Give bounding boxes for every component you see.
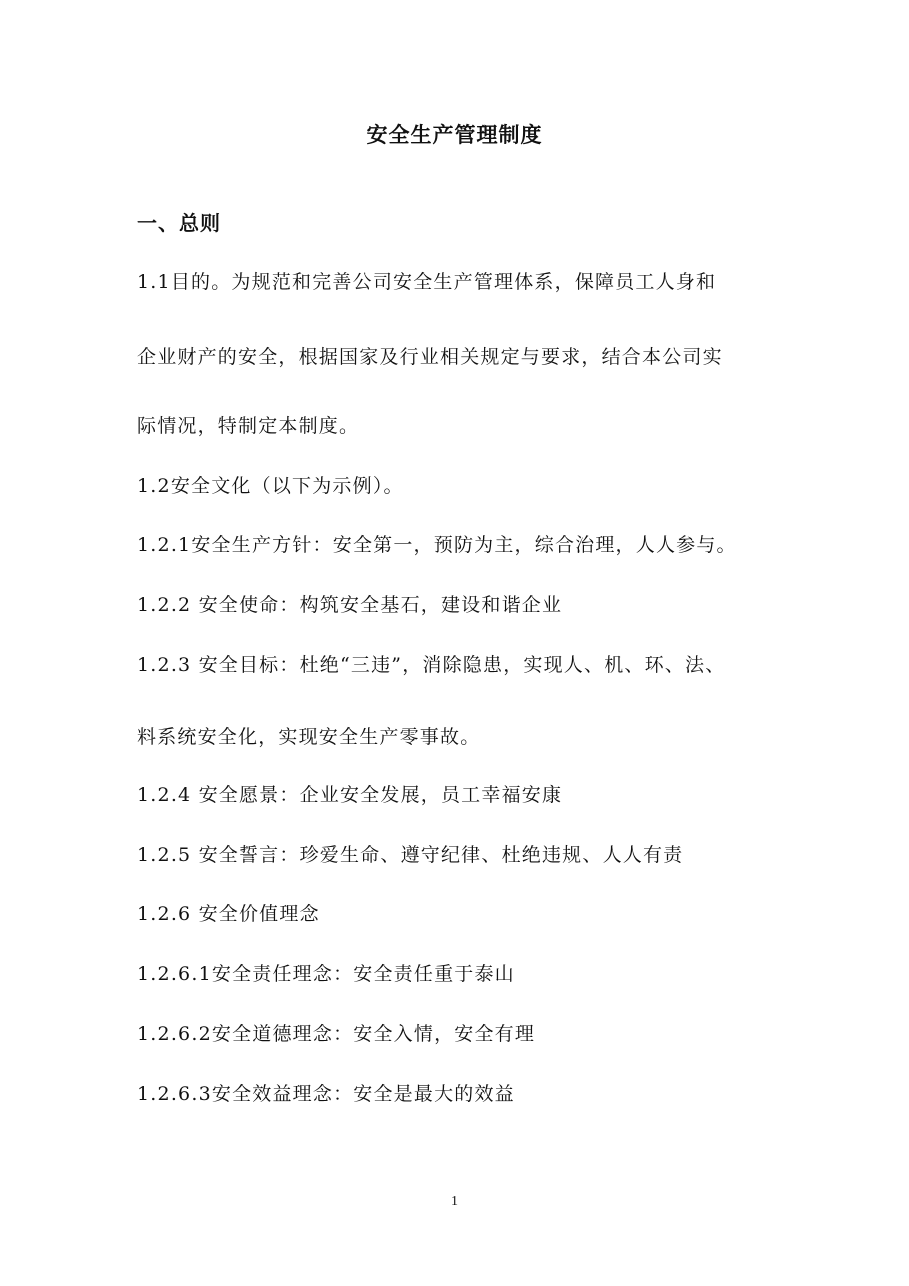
paragraph-line-9: 1.2.4 安全愿景：企业安全发展，员工幸福安康	[137, 784, 563, 806]
paragraph-line-2: 企业财产的安全，根据国家及行业相关规定与要求，结合本公司实	[137, 346, 723, 368]
paragraph-line-1: 1.1目的。为规范和完善公司安全生产管理体系，保障员工人身和	[137, 271, 717, 293]
paragraph-line-4: 1.2安全文化（以下为示例）。	[137, 475, 404, 497]
paragraph-line-14: 1.2.6.3安全效益理念：安全是最大的效益	[137, 1083, 515, 1105]
paragraph-line-7: 1.2.3 安全目标：杜绝“三违”，消除隐患，实现人、机、环、法、	[137, 654, 726, 676]
page-number: 1	[451, 1194, 458, 1209]
section-heading: 一、总则	[137, 211, 221, 235]
paragraph-line-3: 际情况，特制定本制度。	[137, 415, 360, 437]
paragraph-line-10: 1.2.5 安全誓言：珍爱生命、遵守纪律、杜绝违规、人人有责	[137, 844, 684, 866]
paragraph-line-5: 1.2.1安全生产方针：安全第一，预防为主，综合治理，人人参与。	[137, 534, 737, 556]
document-title: 安全生产管理制度	[366, 123, 543, 147]
paragraph-line-6: 1.2.2 安全使命：构筑安全基石，建设和谐企业	[137, 594, 563, 616]
paragraph-line-8: 料系统安全化，实现安全生产零事故。	[137, 726, 481, 748]
paragraph-line-12: 1.2.6.1安全责任理念：安全责任重于泰山	[137, 963, 515, 985]
paragraph-line-11: 1.2.6 安全价值理念	[137, 903, 320, 925]
paragraph-line-13: 1.2.6.2安全道德理念：安全入情，安全有理	[137, 1023, 536, 1045]
